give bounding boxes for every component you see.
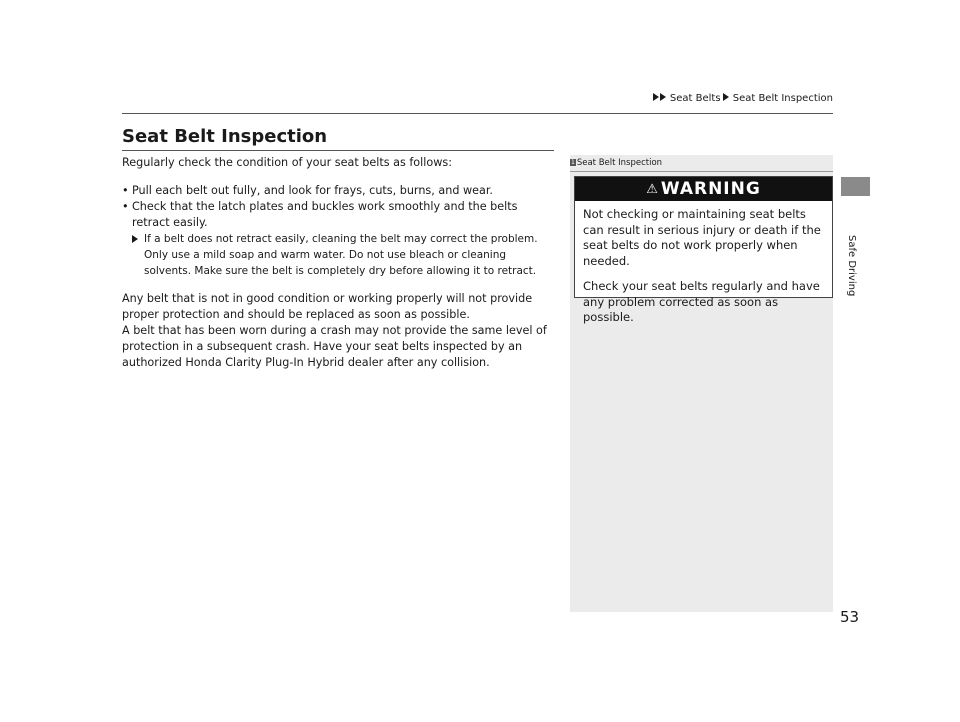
section-tab: [841, 177, 870, 196]
paragraph-condition: Any belt that is not in good condition or working properly will not provide proper protection and should be replaced as soon as possible.: [122, 292, 533, 321]
page-number: 53: [840, 608, 860, 626]
warning-header: [575, 177, 832, 201]
title-divider: [122, 150, 554, 151]
warning-body: [575, 201, 832, 326]
breadcrumb-item-seat-belts[interactable]: Seat Belts: [669, 93, 721, 104]
warning-triangle-icon: ⚠: [646, 182, 659, 197]
bullet-icon: •: [122, 200, 129, 213]
reference-number: 1: [571, 159, 575, 166]
warning-label: WARNING: [660, 179, 761, 199]
breadcrumb-arrow-icon: [723, 93, 729, 101]
reference-title[interactable]: Seat Belt Inspection: [576, 158, 663, 168]
list-item-text: Check that the latch plates and buckles work smoothly and the belts retract easily.: [132, 200, 518, 229]
intro-text: Regularly check the condition of your seat belts as follows:: [122, 156, 452, 169]
warning-advice: Check your seat belts regularly and have any problem corrected as soon as possible.: [583, 279, 820, 324]
section-label: Safe Driving: [846, 235, 857, 297]
bullet-icon: •: [122, 184, 129, 197]
breadcrumb: [653, 93, 833, 104]
inspection-list: [122, 183, 554, 231]
breadcrumb-arrow-icon: [660, 93, 666, 101]
list-item: [122, 199, 554, 231]
main-content: [122, 155, 554, 371]
warning-text: Not checking or maintaining seat belts can result in serious injury or death if the seat belts do not work properly when needed.: [583, 207, 821, 268]
paragraph-crash: A belt that has been worn during a crash may not provide the same level of protection in a subsequent crash. Have your seat belts inspected by an authorized Honda Clarity Plug-In Hybrid dealer after any collision.: [122, 324, 547, 369]
list-item: [122, 183, 554, 199]
sidebar-reference: [570, 155, 833, 172]
sidebar-note: [570, 155, 833, 612]
warning-box: [574, 176, 833, 324]
header-divider: [122, 113, 833, 114]
breadcrumb-item-seat-belt-inspection[interactable]: Seat Belt Inspection: [732, 93, 833, 104]
list-item-text: Pull each belt out fully, and look for frays, cuts, burns, and wear.: [132, 184, 493, 197]
sub-note: [122, 231, 554, 279]
page-title: Seat Belt Inspection: [122, 126, 328, 147]
breadcrumb-arrow-icon: [653, 93, 659, 101]
sub-note-text: If a belt does not retract easily, cleaning the belt may correct the problem. Only use a mild soap and warm water. Do not use bleach or cleaning solvents. Make sure the belt is completely dry before allowing it to retract.: [144, 233, 538, 277]
arrow-icon: [132, 235, 138, 243]
